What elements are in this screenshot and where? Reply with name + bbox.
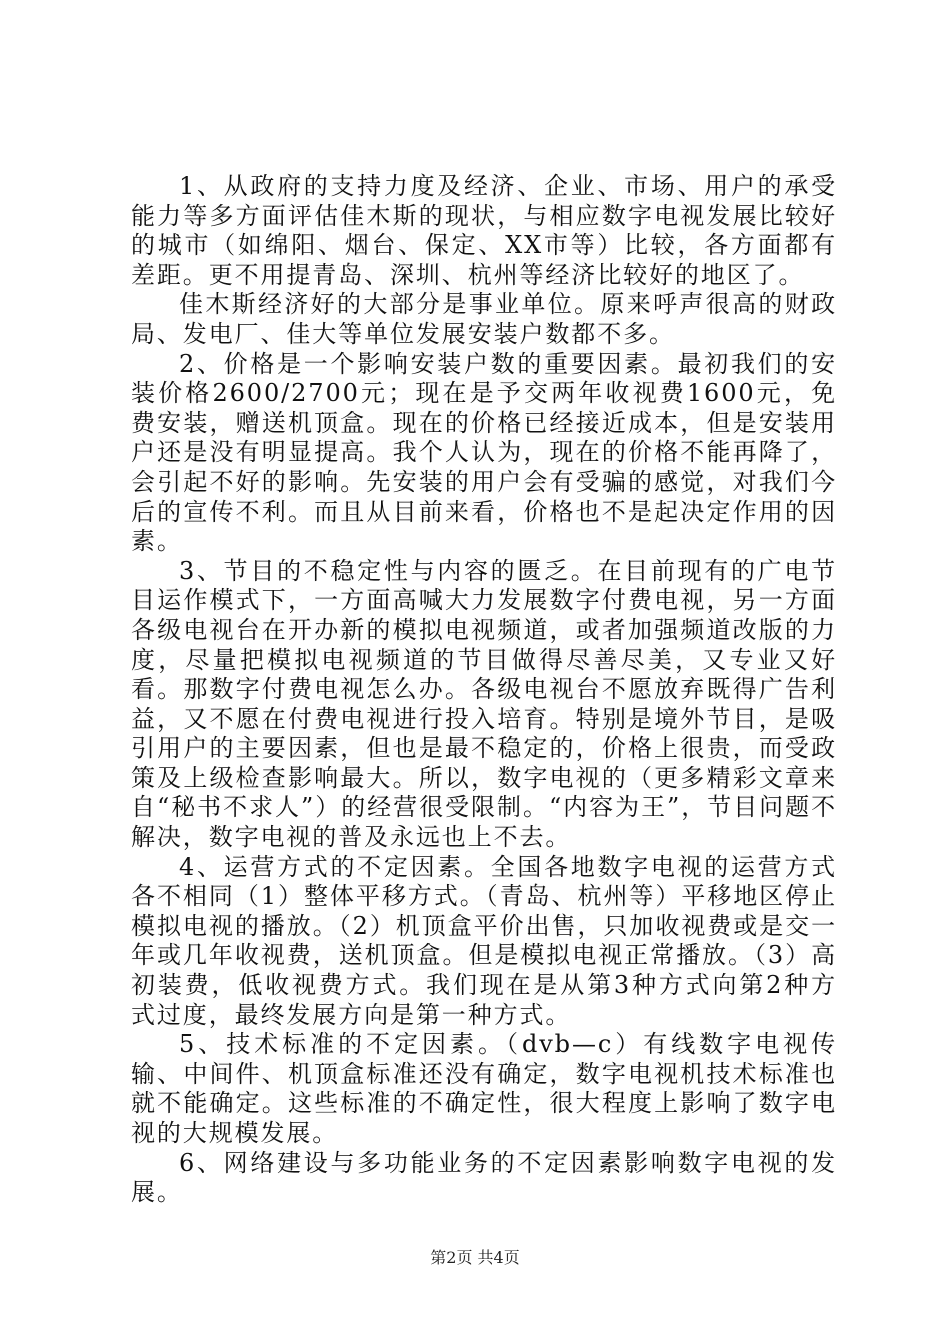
paragraph-4: 3、节目的不稳定性与内容的匮乏。在目前现有的广电节目运作模式下，一方面高喊大力发展数字付费电视，另一方面各级电视台在开办新的模拟电视频道，或者加强频道改版的力度，尽量把模拟电视频道的节目做得尽善尽美，又专业又好看。那数字付费电视怎么办。各级电视台不愿放弃既得广告利益，又不愿在付费电视进行投入培育。特别是境外节目，是吸引用户的主要因素，但也是最不稳定的，价格上很贵，而受政策及上级检查影响最大。所以，数字电视的（更多精彩文章来自“秘书不求人”）的经营很受限制。“内容为王”，节目问题不解决，数字电视的普及永远也上不去。 [131, 556, 837, 852]
paragraph-2: 佳木斯经济好的大部分是事业单位。原来呼声很高的财政局、发电厂、佳大等单位发展安装户数都不多。 [131, 290, 837, 348]
paragraph-6: 5、技术标准的不定因素。（dvb—c）有线数字电视传输、中间件、机顶盒标准还没有确定，数字电视机技术标准也就不能确定。这些标准的不确定性，很大程度上影响了数字电视的大规模发展。 [131, 1030, 837, 1147]
paragraph-7: 6、网络建设与多功能业务的不定因素影响数字电视的发展。 [131, 1148, 837, 1207]
paragraph-1: 1、从政府的支持力度及经济、企业、市场、用户的承受能力等多方面评估佳木斯的现状，与相应数字电视发展比较好的城市（如绵阳、烟台、保定、XX市等）比较，各方面都有差距。更不用提青岛、深圳、杭州等经济比较好的地区了。 [131, 172, 837, 289]
paragraph-5: 4、运营方式的不定因素。全国各地数字电视的运营方式各不相同（1）整体平移方式。（青岛、杭州等）平移地区停止模拟电视的播放。（2）机顶盒平价出售，只加收视费或是交一年或几年收视费，送机顶盒。但是模拟电视正常播放。（3）高初装费，低收视费方式。我们现在是从第3种方式向第2种方式过度，最终发展方向是第一种方式。 [131, 852, 837, 1029]
paragraph-3: 2、价格是一个影响安装户数的重要因素。最初我们的安装价格2600/2700元；现在是予交两年收视费1600元，免费安装，赠送机顶盒。现在的价格已经接近成本，但是安装用户还是没有明显提高。我个人认为，现在的价格不能再降了，会引起不好的影响。先安装的用户会有受骗的感觉，对我们今后的宣传不利。而且从目前来看，价格也不是起决定作用的因素。 [131, 349, 838, 556]
document-body [131, 172, 837, 1208]
page-number-footer: 第2页 共4页 [430, 1248, 520, 1267]
